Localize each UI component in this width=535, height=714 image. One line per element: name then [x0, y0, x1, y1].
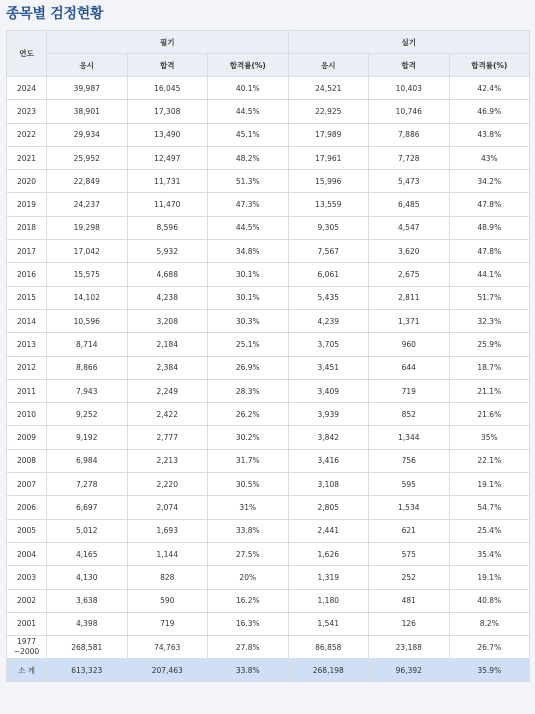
- practical-passed-cell: 644: [369, 356, 450, 379]
- practical-passed-cell: 7,886: [369, 123, 450, 146]
- practical-passed-cell: 1,344: [369, 426, 450, 449]
- written-passed-cell: 2,220: [127, 473, 208, 496]
- written-rate-cell: 48.2%: [208, 146, 289, 169]
- written-applicants-cell: 19,298: [47, 216, 128, 239]
- total-written-passed-cell: 207,463: [127, 659, 208, 682]
- practical-passed-cell: 10,746: [369, 100, 450, 123]
- written-rate-cell: 25.1%: [208, 333, 289, 356]
- total-label-cell: 소 계: [7, 659, 47, 682]
- written-rate-cell: 30.1%: [208, 286, 289, 309]
- year-cell: 2018: [7, 216, 47, 239]
- practical-rate-cell: 48.9%: [449, 216, 530, 239]
- practical-passed-cell: 2,811: [369, 286, 450, 309]
- table-row-range: [7, 636, 530, 659]
- practical-passed-cell: 7,728: [369, 146, 450, 169]
- table-row: [7, 216, 530, 239]
- table-row: [7, 286, 530, 309]
- year-cell: 2003: [7, 566, 47, 589]
- written-passed-cell: 8,596: [127, 216, 208, 239]
- table-row: [7, 379, 530, 402]
- practical-passed-cell: 756: [369, 449, 450, 472]
- practical-rate-cell: 21.1%: [449, 379, 530, 402]
- written-applicants-cell: 5,012: [47, 519, 128, 542]
- year-cell: 2012: [7, 356, 47, 379]
- written-applicants-cell: 9,252: [47, 403, 128, 426]
- practical-passed-cell: 10,403: [369, 77, 450, 100]
- written-rate-cell: 44.5%: [208, 216, 289, 239]
- table-row: [7, 263, 530, 286]
- practical-applicants-cell: 1,626: [288, 542, 369, 565]
- written-passed-cell: 2,184: [127, 333, 208, 356]
- table-row: [7, 612, 530, 635]
- table-row: [7, 123, 530, 146]
- practical-rate-cell: 35%: [449, 426, 530, 449]
- practical-applicants-cell: 15,996: [288, 170, 369, 193]
- written-applicants-cell: 15,575: [47, 263, 128, 286]
- practical-passed-cell: 960: [369, 333, 450, 356]
- practical-rate-cell: 19.1%: [449, 566, 530, 589]
- written-passed-cell: 2,213: [127, 449, 208, 472]
- written-passed-cell: 828: [127, 566, 208, 589]
- written-rate-cell: 51.3%: [208, 170, 289, 193]
- practical-rate-cell: 54.7%: [449, 496, 530, 519]
- written-rate-cell: 27.8%: [208, 636, 289, 659]
- practical-rate-cell: 22.1%: [449, 449, 530, 472]
- practical-rate-cell: 43.8%: [449, 123, 530, 146]
- practical-applicants-cell: 6,061: [288, 263, 369, 286]
- practical-passed-cell: 575: [369, 542, 450, 565]
- practical-applicants-cell: 3,416: [288, 449, 369, 472]
- year-cell: 2014: [7, 309, 47, 332]
- practical-passed-cell: 6,485: [369, 193, 450, 216]
- written-applicants-cell: 6,984: [47, 449, 128, 472]
- practical-rate-cell: 47.8%: [449, 240, 530, 263]
- table-body: [7, 77, 530, 682]
- practical-applicants-cell: 3,409: [288, 379, 369, 402]
- practical-rate-cell: 46.9%: [449, 100, 530, 123]
- year-cell: 2017: [7, 240, 47, 263]
- written-passed-cell: 1,693: [127, 519, 208, 542]
- practical-passed-cell: 23,188: [369, 636, 450, 659]
- year-cell: 2001: [7, 612, 47, 635]
- written-rate-cell: 33.8%: [208, 519, 289, 542]
- year-range-end: ~2000: [13, 647, 40, 657]
- table-row: [7, 170, 530, 193]
- practical-passed-cell: 126: [369, 612, 450, 635]
- written-applicants-cell: 22,849: [47, 170, 128, 193]
- year-cell: 2020: [7, 170, 47, 193]
- practical-rate-cell: 8.2%: [449, 612, 530, 635]
- year-cell: 2019: [7, 193, 47, 216]
- year-cell: [7, 636, 47, 659]
- practical-rate-cell: 40.8%: [449, 589, 530, 612]
- year-cell: 2024: [7, 77, 47, 100]
- written-passed-cell: 2,384: [127, 356, 208, 379]
- year-cell: 2005: [7, 519, 47, 542]
- written-rate-cell: 44.5%: [208, 100, 289, 123]
- written-applicants-cell: 3,638: [47, 589, 128, 612]
- written-rate-cell: 31.7%: [208, 449, 289, 472]
- practical-passed-cell: 719: [369, 379, 450, 402]
- practical-applicants-cell: 17,961: [288, 146, 369, 169]
- written-passed-cell: 2,249: [127, 379, 208, 402]
- total-practical-rate-cell: 35.9%: [449, 659, 530, 682]
- year-cell: 2022: [7, 123, 47, 146]
- written-rate-cell: 47.3%: [208, 193, 289, 216]
- practical-rate-header: 합격률(%): [449, 54, 530, 77]
- year-cell: 2021: [7, 146, 47, 169]
- practical-rate-cell: 47.8%: [449, 193, 530, 216]
- practical-rate-cell: 25.9%: [449, 333, 530, 356]
- table-row: [7, 403, 530, 426]
- written-applicants-cell: 29,934: [47, 123, 128, 146]
- written-applicants-header: 응시: [47, 54, 128, 77]
- table-row: [7, 146, 530, 169]
- total-written-applicants-cell: 613,323: [47, 659, 128, 682]
- written-applicants-cell: 10,596: [47, 309, 128, 332]
- written-applicants-cell: 17,042: [47, 240, 128, 263]
- written-applicants-cell: 38,901: [47, 100, 128, 123]
- year-cell: 2007: [7, 473, 47, 496]
- written-rate-cell: 30.3%: [208, 309, 289, 332]
- written-applicants-cell: 8,866: [47, 356, 128, 379]
- table-row: [7, 77, 530, 100]
- written-rate-cell: 16.2%: [208, 589, 289, 612]
- table-row: [7, 356, 530, 379]
- written-passed-cell: 2,422: [127, 403, 208, 426]
- practical-applicants-cell: 9,305: [288, 216, 369, 239]
- practical-applicants-cell: 1,319: [288, 566, 369, 589]
- written-rate-cell: 31%: [208, 496, 289, 519]
- page-title: 종목별 검정현황: [6, 6, 104, 22]
- written-passed-cell: 4,238: [127, 286, 208, 309]
- table-row: [7, 449, 530, 472]
- table-row: [7, 240, 530, 263]
- practical-rate-cell: 43%: [449, 146, 530, 169]
- written-rate-cell: 28.3%: [208, 379, 289, 402]
- written-applicants-cell: 25,952: [47, 146, 128, 169]
- written-rate-header: 합격률(%): [208, 54, 289, 77]
- written-applicants-cell: 9,192: [47, 426, 128, 449]
- practical-passed-header: 합격: [369, 54, 450, 77]
- practical-applicants-cell: 4,239: [288, 309, 369, 332]
- practical-rate-cell: 42.4%: [449, 77, 530, 100]
- practical-passed-cell: 621: [369, 519, 450, 542]
- written-passed-cell: 17,308: [127, 100, 208, 123]
- written-applicants-cell: 4,165: [47, 542, 128, 565]
- practical-passed-cell: 595: [369, 473, 450, 496]
- practical-rate-cell: 35.4%: [449, 542, 530, 565]
- table-row: [7, 100, 530, 123]
- practical-passed-cell: 1,534: [369, 496, 450, 519]
- written-rate-cell: 16.3%: [208, 612, 289, 635]
- year-column-header: 연도: [7, 31, 47, 77]
- written-passed-cell: 12,497: [127, 146, 208, 169]
- practical-passed-cell: 5,473: [369, 170, 450, 193]
- written-rate-cell: 30.2%: [208, 426, 289, 449]
- written-applicants-cell: 24,237: [47, 193, 128, 216]
- written-passed-cell: 16,045: [127, 77, 208, 100]
- practical-applicants-cell: 5,435: [288, 286, 369, 309]
- practical-rate-cell: 25.4%: [449, 519, 530, 542]
- year-range-start: 1977: [16, 637, 37, 647]
- table-row: [7, 589, 530, 612]
- practical-applicants-cell: 3,842: [288, 426, 369, 449]
- practical-rate-cell: 21.6%: [449, 403, 530, 426]
- practical-passed-cell: 4,547: [369, 216, 450, 239]
- table-row: [7, 309, 530, 332]
- table-row: [7, 566, 530, 589]
- written-rate-cell: 30.5%: [208, 473, 289, 496]
- year-cell: 2015: [7, 286, 47, 309]
- practical-rate-cell: 34.2%: [449, 170, 530, 193]
- written-passed-cell: 590: [127, 589, 208, 612]
- practical-passed-cell: 852: [369, 403, 450, 426]
- table-row: [7, 193, 530, 216]
- written-passed-cell: 719: [127, 612, 208, 635]
- table-row: [7, 496, 530, 519]
- practical-applicants-cell: 3,451: [288, 356, 369, 379]
- practical-applicants-cell: 22,925: [288, 100, 369, 123]
- practical-applicants-cell: 13,559: [288, 193, 369, 216]
- written-passed-cell: 2,777: [127, 426, 208, 449]
- written-passed-cell: 13,490: [127, 123, 208, 146]
- practical-applicants-cell: 1,541: [288, 612, 369, 635]
- practical-applicants-cell: 2,441: [288, 519, 369, 542]
- written-group-header: 필기: [47, 31, 289, 54]
- written-passed-cell: 2,074: [127, 496, 208, 519]
- written-passed-cell: 1,144: [127, 542, 208, 565]
- practical-passed-cell: 481: [369, 589, 450, 612]
- written-applicants-cell: 268,581: [47, 636, 128, 659]
- practical-applicants-cell: 1,180: [288, 589, 369, 612]
- table-row: [7, 333, 530, 356]
- written-rate-cell: 20%: [208, 566, 289, 589]
- practical-applicants-cell: 3,939: [288, 403, 369, 426]
- practical-rate-cell: 51.7%: [449, 286, 530, 309]
- year-cell: 2004: [7, 542, 47, 565]
- practical-passed-cell: 252: [369, 566, 450, 589]
- practical-applicants-header: 응시: [288, 54, 369, 77]
- written-rate-cell: 34.8%: [208, 240, 289, 263]
- year-cell: 2011: [7, 379, 47, 402]
- written-rate-cell: 26.9%: [208, 356, 289, 379]
- year-cell: 2016: [7, 263, 47, 286]
- practical-applicants-cell: 24,521: [288, 77, 369, 100]
- practical-applicants-cell: 17,989: [288, 123, 369, 146]
- practical-group-header: 실기: [288, 31, 530, 54]
- practical-passed-cell: 1,371: [369, 309, 450, 332]
- year-cell: 2009: [7, 426, 47, 449]
- practical-rate-cell: 19.1%: [449, 473, 530, 496]
- practical-applicants-cell: 3,705: [288, 333, 369, 356]
- table-header: [7, 31, 530, 77]
- total-practical-passed-cell: 96,392: [369, 659, 450, 682]
- practical-applicants-cell: 2,805: [288, 496, 369, 519]
- stats-table-container: [6, 30, 529, 682]
- total-practical-applicants-cell: 268,198: [288, 659, 369, 682]
- written-applicants-cell: 7,278: [47, 473, 128, 496]
- practical-passed-cell: 3,620: [369, 240, 450, 263]
- written-passed-cell: 11,470: [127, 193, 208, 216]
- practical-rate-cell: 18.7%: [449, 356, 530, 379]
- written-applicants-cell: 39,987: [47, 77, 128, 100]
- written-passed-cell: 74,763: [127, 636, 208, 659]
- year-cell: 2023: [7, 100, 47, 123]
- practical-rate-cell: 44.1%: [449, 263, 530, 286]
- written-rate-cell: 40.1%: [208, 77, 289, 100]
- year-cell: 2013: [7, 333, 47, 356]
- written-passed-header: 합격: [127, 54, 208, 77]
- table-row: [7, 473, 530, 496]
- written-applicants-cell: 8,714: [47, 333, 128, 356]
- written-rate-cell: 26.2%: [208, 403, 289, 426]
- practical-rate-cell: 26.7%: [449, 636, 530, 659]
- practical-applicants-cell: 86,858: [288, 636, 369, 659]
- written-rate-cell: 30.1%: [208, 263, 289, 286]
- written-applicants-cell: 14,102: [47, 286, 128, 309]
- table-row-total: [7, 659, 530, 682]
- table-row: [7, 519, 530, 542]
- written-rate-cell: 27.5%: [208, 542, 289, 565]
- year-cell: 2006: [7, 496, 47, 519]
- written-rate-cell: 45.1%: [208, 123, 289, 146]
- exam-stats-table: [6, 30, 530, 682]
- practical-passed-cell: 2,675: [369, 263, 450, 286]
- written-passed-cell: 3,208: [127, 309, 208, 332]
- written-applicants-cell: 4,130: [47, 566, 128, 589]
- year-cell: 2002: [7, 589, 47, 612]
- practical-rate-cell: 32.3%: [449, 309, 530, 332]
- written-passed-cell: 11,731: [127, 170, 208, 193]
- written-applicants-cell: 7,943: [47, 379, 128, 402]
- total-written-rate-cell: 33.8%: [208, 659, 289, 682]
- table-row: [7, 426, 530, 449]
- practical-applicants-cell: 3,108: [288, 473, 369, 496]
- year-cell: 2010: [7, 403, 47, 426]
- year-cell: 2008: [7, 449, 47, 472]
- practical-applicants-cell: 7,567: [288, 240, 369, 263]
- written-passed-cell: 5,932: [127, 240, 208, 263]
- written-applicants-cell: 4,398: [47, 612, 128, 635]
- table-row: [7, 542, 530, 565]
- written-passed-cell: 4,688: [127, 263, 208, 286]
- written-applicants-cell: 6,697: [47, 496, 128, 519]
